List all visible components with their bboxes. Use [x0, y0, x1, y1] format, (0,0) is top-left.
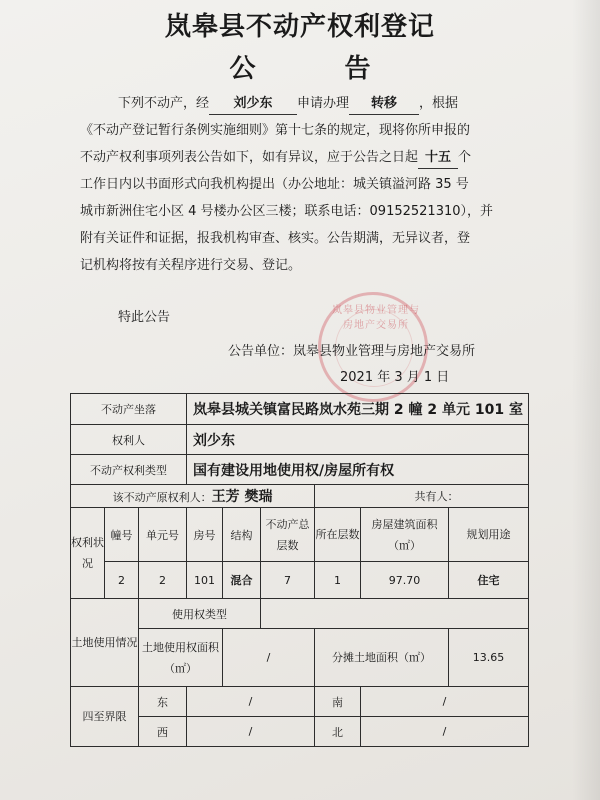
- business-type: 转移: [349, 94, 419, 115]
- location-label: 不动产坐落: [71, 394, 187, 425]
- notice-title: 岚皋县不动产权利登记: [164, 12, 435, 42]
- value-building: 2: [105, 562, 139, 599]
- shared-area-value: 13.65: [449, 629, 529, 687]
- seal-text: 岚皋县物业管理与房地产交易所: [332, 305, 420, 331]
- land-use-type-row: [71, 599, 529, 629]
- header-building: 幢号: [105, 508, 139, 562]
- east-value: /: [187, 687, 315, 717]
- owner-row: [71, 425, 529, 455]
- header-usage: 规划用途: [449, 508, 529, 562]
- land-area-value: /: [223, 629, 315, 687]
- right-type-row: [71, 455, 529, 485]
- header-room: 房号: [187, 508, 223, 562]
- line3-post: 个: [458, 150, 472, 165]
- south-label: 南: [315, 687, 361, 717]
- north-value: /: [361, 717, 529, 747]
- notice-date: 2021 年 3 月 1 日: [340, 370, 450, 385]
- notice-subtitle: 公 告: [229, 54, 411, 84]
- paper-shadow: [572, 0, 600, 800]
- value-floor: 1: [315, 562, 361, 599]
- location-row: [71, 394, 529, 425]
- header-floor: 所在层数: [315, 508, 361, 562]
- value-room: 101: [187, 562, 223, 599]
- south-value: /: [361, 687, 529, 717]
- owner-label: 权利人: [71, 425, 187, 455]
- status-label: 权利状况: [71, 508, 105, 599]
- land-area-label: 土地使用权面积（㎡）: [139, 629, 223, 687]
- original-owner-row: [71, 485, 529, 508]
- body-line-4: 工作日内以书面形式向我机构提出（办公地址：城关镇溢河路 35 号: [80, 177, 469, 192]
- value-unit: 2: [139, 562, 187, 599]
- notice-body: [80, 90, 530, 300]
- original-owner-label: 该不动产原权利人：: [112, 491, 212, 504]
- line1-mid: 申请办理: [297, 96, 350, 111]
- body-line-6: 附有关证件和证据，报我机构审查、核实。公告期满，无异议者，登: [80, 231, 471, 246]
- owner-value: 刘少东: [187, 425, 529, 455]
- location-value: 岚皋县城关镇富民路岚水苑三期 2 幢 2 单元 101 室: [187, 394, 529, 425]
- value-area: 97.70: [361, 562, 449, 599]
- line3-pre: 不动产权利事项列表公告如下，如有异议，应于公告之日起: [80, 150, 419, 165]
- line1-pre: 下列不动产，经: [118, 96, 210, 111]
- boundary-row-2: [71, 717, 529, 747]
- boundary-row-1: [71, 687, 529, 717]
- right-type-value: 国有建设用地使用权/房屋所有权: [187, 455, 529, 485]
- value-usage: 住宅: [449, 562, 529, 599]
- issuer: 公告单位：岚皋县物业管理与房地产交易所: [228, 344, 476, 359]
- original-owner-cell: [71, 485, 315, 508]
- value-structure: 混合: [223, 562, 261, 599]
- original-owner-value: 王芳 樊瑞: [211, 489, 273, 505]
- north-label: 北: [315, 717, 361, 747]
- body-line-5: 城市新洲住宅小区 4 号楼办公区三楼；联系电话：09152521310），并: [80, 204, 494, 219]
- header-total-floors: 不动产总层数: [261, 508, 315, 562]
- body-line-7: 记机构将按有关程序进行交易、登记。: [80, 258, 302, 273]
- body-line-2: 《不动产登记暂行条例实施细则》第十七条的规定，现将你所申报的: [80, 123, 471, 138]
- applicant-name: 刘少东: [209, 94, 297, 115]
- land-use-type-value: [261, 599, 529, 629]
- right-type-label: 不动产权利类型: [71, 455, 187, 485]
- land-area-row: [71, 629, 529, 687]
- west-label: 西: [139, 717, 187, 747]
- east-label: 东: [139, 687, 187, 717]
- header-row: [71, 508, 529, 562]
- co-owner-cell: [315, 485, 529, 508]
- header-structure: 结构: [223, 508, 261, 562]
- co-owner-label: 共有人：: [414, 490, 459, 503]
- line1-post: ，根据: [419, 96, 459, 111]
- values-row: [71, 562, 529, 599]
- body-line-3: [80, 144, 471, 171]
- land-use-type-label: 使用权类型: [139, 599, 261, 629]
- shared-area-label: 分摊土地面积（㎡）: [315, 629, 449, 687]
- special-notice: 特此公告: [118, 310, 171, 325]
- boundary-label: 四至界限: [71, 687, 139, 747]
- body-line-1: [118, 90, 458, 117]
- west-value: /: [187, 717, 315, 747]
- property-table: [70, 393, 529, 747]
- land-label: 土地使用情况: [71, 599, 139, 687]
- header-unit: 单元号: [139, 508, 187, 562]
- header-area: 房屋建筑面积（㎡）: [361, 508, 449, 562]
- value-total-floors: 7: [261, 562, 315, 599]
- objection-days: 十五: [418, 148, 458, 169]
